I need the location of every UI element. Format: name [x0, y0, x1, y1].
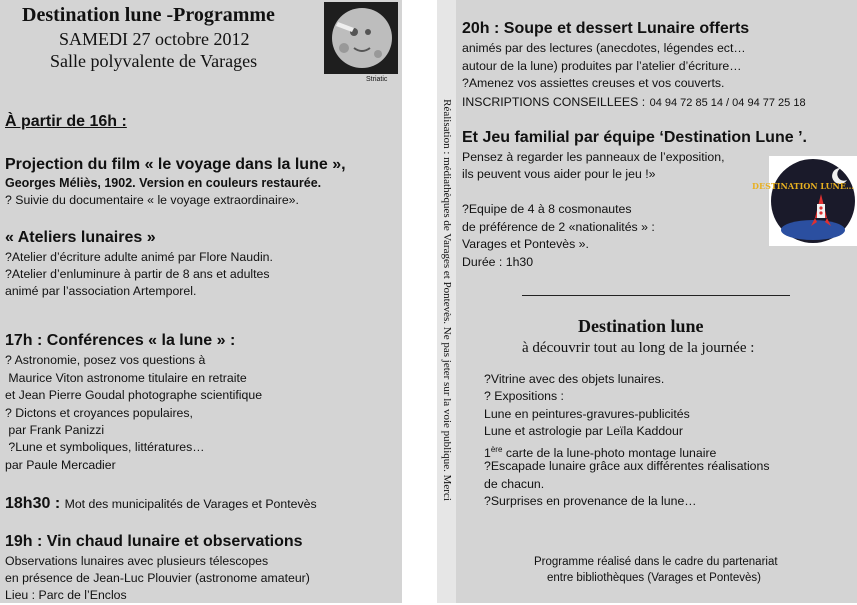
inscriptions-line	[462, 93, 806, 112]
vin-line: en présence de Jean-Luc Plouvier (astronome amateur)	[5, 571, 310, 585]
event-venue: Salle polyvalente de Varages	[50, 51, 258, 71]
vin-title: 19h : Vin chaud lunaire et observations	[5, 533, 303, 550]
vin-line: Lieu : Parc de l’Enclos	[5, 588, 127, 602]
ateliers-line: ?Atelier d’enluminure à partir de 8 ans et adultes	[5, 267, 270, 281]
municipal-text: Mot des municipalités de Varages et Pontevès	[64, 497, 317, 511]
jeu-detail: Varages et Pontevès ».	[462, 237, 589, 251]
film-title: Projection du film « le voyage dans la lune »,	[5, 156, 346, 173]
expo-first-num: 1	[484, 446, 491, 461]
expo-subtitle: à découvrir tout au long de la journée :	[522, 340, 755, 356]
conferences-line: et Jean Pierre Goudal photographe scientifique	[5, 388, 263, 402]
soupe-line: autour de la lune) produites par l’atelier d’écriture…	[462, 59, 742, 73]
soupe-title: 20h : Soupe et dessert Lunaire offerts	[462, 20, 750, 37]
jeu-detail: Durée : 1h30	[462, 255, 534, 269]
conferences-line: Maurice Viton astronome titulaire en retraite	[5, 371, 247, 385]
soupe-line: animés par des lectures (anecdotes, légendes ect…	[462, 41, 746, 55]
municipal-time: 18h30 :	[5, 495, 61, 512]
conferences-line: par Paule Mercadier	[5, 458, 116, 472]
inscriptions-label: INSCRIPTIONS CONSEILLEES :	[462, 95, 646, 109]
destination-lune-logo	[752, 156, 857, 246]
soupe-line: ?Amenez vos assiettes creuses et vos couverts.	[462, 76, 725, 90]
logo-text: DESTINATION LUNE…	[752, 181, 854, 191]
image-caption: Striatic	[366, 76, 388, 83]
ateliers-title: « Ateliers lunaires »	[5, 229, 156, 246]
film-subtitle: Georges Méliès, 1902. Version en couleurs restaurée.	[5, 176, 322, 190]
conferences-line: ? Dictons et croyances populaires,	[5, 406, 193, 420]
program-title: Destination lune -Programme	[22, 4, 275, 26]
expo-first-rest: carte de la lune-photo montage lunaire	[502, 446, 717, 461]
jeu-detail: ?Equipe de 4 à 8 cosmonautes	[462, 202, 632, 216]
expo-line: Lune et astrologie par Leïla Kaddour	[484, 424, 683, 438]
expo-line: ?Surprises en provenance de la lune…	[484, 494, 697, 508]
expo-line: Lune en peintures-gravures-publicités	[484, 407, 690, 421]
municipal-line	[5, 495, 317, 514]
conferences-line: par Frank Panizzi	[5, 423, 105, 437]
event-date: SAMEDI 27 octobre 2012	[59, 29, 250, 49]
jeu-title: Et Jeu familial par équipe ‘Destination Lune ’.	[462, 129, 807, 146]
spine-credit: Réalisation : médiathèques de Varages et Pontevès. Ne pas jeter sur la voie publique. Merci	[441, 99, 453, 501]
expo-line: ?Escapade lunaire grâce aux différentes réalisations	[484, 459, 770, 473]
vin-line: Observations lunaires avec plusieurs télescopes	[5, 554, 269, 568]
conferences-line: ?Lune et symboliques, littératures…	[5, 440, 205, 454]
expo-line: ?Vitrine avec des objets lunaires.	[484, 372, 665, 386]
ateliers-line: ?Atelier d’écriture adulte animé par Flore Naudin.	[5, 250, 273, 264]
phone-numbers: 04 94 72 85 14 / 04 94 77 25 18	[649, 97, 806, 109]
section-divider	[522, 295, 790, 296]
jeu-detail: de préférence de 2 «nationalités » :	[462, 220, 655, 234]
expo-first-sup: ère	[490, 445, 503, 454]
expo-title: Destination lune	[578, 316, 704, 336]
conferences-title: 17h : Conférences « la lune » :	[5, 332, 236, 349]
footer-line: entre bibliothèques (Varages et Pontevès)	[547, 572, 761, 584]
moon-film-image	[324, 2, 398, 74]
conferences-line: ? Astronomie, posez vos questions à	[5, 353, 206, 367]
expo-line: de chacun.	[484, 477, 545, 491]
expo-line: ? Expositions :	[484, 389, 564, 403]
ateliers-line: animé par l’association Artemporel.	[5, 284, 197, 298]
footer-line: Programme réalisé dans le cadre du partenariat	[534, 556, 778, 568]
film-doc-line: ? Suivie du documentaire « le voyage extraordinaire».	[5, 193, 299, 207]
jeu-line: ils peuvent vous aider pour le jeu !»	[462, 167, 656, 181]
from-time-heading: À partir de 16h :	[5, 113, 127, 130]
jeu-line: Pensez à regarder les panneaux de l’exposition,	[462, 150, 725, 164]
